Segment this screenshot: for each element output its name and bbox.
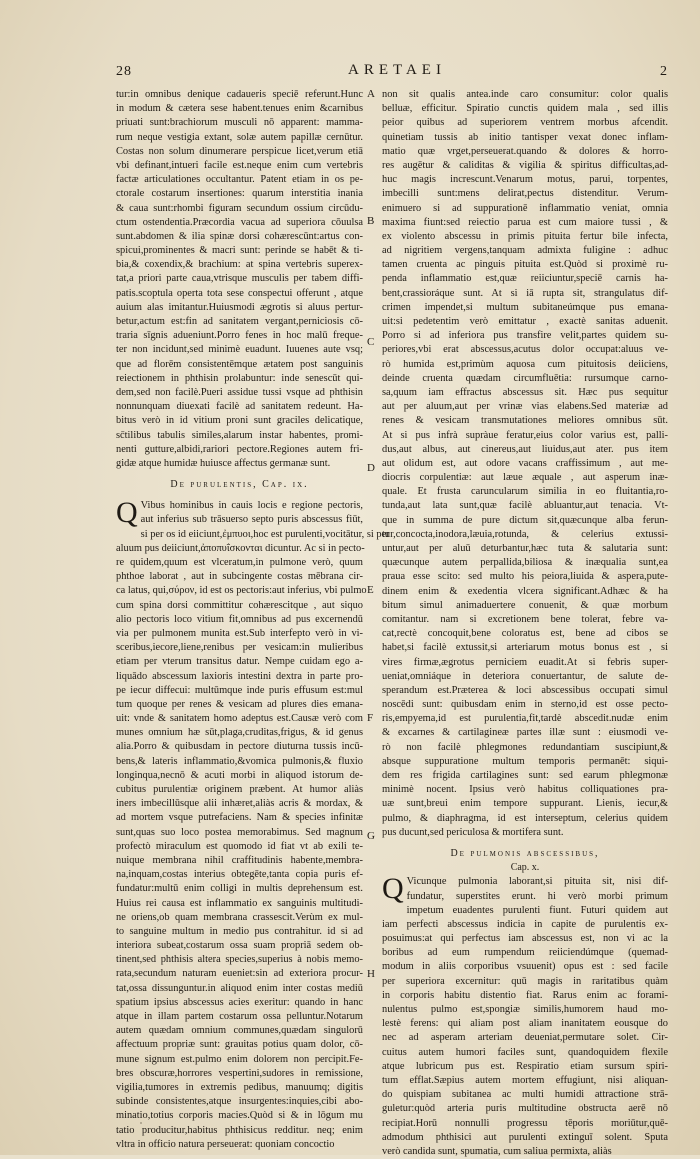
text-line: nonnunquam diuexati facilè ad sanitatem redeunt. Ha- bbox=[116, 401, 363, 413]
text-line: pe iecur diffecui: multūmque inde puris effusum est:mul bbox=[116, 684, 363, 696]
text-line: quale. Et frusta caruncularum similia in eo fluitantia,ro- bbox=[382, 486, 668, 498]
text-line: gidæ atque humidæ huiusce affectus germanæ sunt. bbox=[116, 457, 331, 469]
text-line: tinent,sed phthisis altera species,superius à nobis memo- bbox=[116, 954, 363, 966]
running-title: ARETAEI bbox=[348, 62, 446, 78]
text-line: non sit qualis antea.inde caro consumitur: color qualis bbox=[382, 89, 668, 100]
text-line: munes omnium hæ sūt,plaga,cruditas,frigus, & id genus bbox=[116, 727, 363, 739]
text-line: autem quædam omnium communes,quædam singulorū bbox=[116, 1025, 363, 1037]
text-line: ca latus, qui,σύρον, id est os pectoris:aut inferius, vbi pulmo bbox=[116, 585, 367, 597]
text-line: untur,aut per aluū deturbantur,hæc tuta & salutaria sunt: bbox=[382, 543, 668, 554]
text-line: Huius rei causa est inflammatio ex sanguinis multitudi- bbox=[116, 897, 363, 909]
text-line: atque in illam partem costarum ossa pelluntur.Notarum bbox=[116, 1011, 363, 1022]
text-line: spatium ipsius abscessus acies exeritur: quando in hanc bbox=[116, 996, 363, 1008]
text-line: huc magis increscunt.Venarum motus, parui, torpentes, bbox=[382, 174, 668, 186]
text-line: phthoe laborat , aut in subcingente costas mēbrana cir- bbox=[116, 571, 363, 583]
text-line: sceribus,iecore,liene,renibus per vesicam:in mulieribus bbox=[116, 642, 363, 654]
margin-letter: G bbox=[367, 830, 375, 842]
right-paragraph-2 bbox=[382, 872, 668, 1159]
text-line: mune signum est.pulmo enim dolorem non percipit.Fe- bbox=[116, 1053, 363, 1065]
text-line: alio pectoris loco vitium fit,omnibus ad pus excernendū bbox=[116, 613, 363, 625]
text-line: nuique membrana nihil craffitudinis habente,membra- bbox=[116, 854, 363, 866]
text-line: & excarnes & cartilagineæ partes illæ sunt : eiusmodi ve- bbox=[382, 727, 668, 739]
margin-letter: F bbox=[367, 712, 374, 724]
text-line: rò non facilè phlegmones redundantiam suscipiunt,& bbox=[382, 741, 668, 753]
text-line: dem res frigida cartilagines sunt: sed earum phlegmonæ bbox=[382, 770, 668, 781]
chapter-title-ix: De purulentis, Cap. ix. bbox=[170, 479, 309, 491]
text-line: Costas non solum dinumerare perspicue licet,verum etiā bbox=[116, 145, 363, 157]
text-line: sc̄tilibus tabulis similes,alarum instar habentes, promi- bbox=[116, 429, 363, 441]
text-line: reiectionem in phthisin prolabuntur: inde senescūt qui- bbox=[116, 372, 363, 384]
text-line: affectuum propriæ sunt: grauitas potius quam dolor, cō- bbox=[116, 1039, 363, 1051]
chapter-subtitle-x: Cap. x. bbox=[510, 862, 540, 874]
text-line: tur,concocta,inodora,læuia,rotunda, & celerius extussi- bbox=[382, 528, 668, 540]
text-line: bens,& lateris inflammatio,&vomica pulmonis,& fluxio bbox=[116, 755, 363, 767]
text-line: iam perfecti abscessus indicia in capite de purulentis ex- bbox=[382, 918, 668, 930]
text-line: vltra in officio natura perseuerat: quoniam concoctio bbox=[116, 1138, 335, 1150]
text-line: atque lubricum pus est. Respiratio etiam sursum spiri- bbox=[382, 1060, 668, 1072]
text-line: aut olidum est, aut odore vacans craffissimum , aut me- bbox=[382, 457, 668, 469]
text-line: factæ articulationes occultantur. Patent etiam in os pe- bbox=[116, 174, 363, 186]
margin-letter: B bbox=[367, 215, 375, 227]
text-line: lestè ferens: qui aliam post aliam inanitatem eousque do bbox=[382, 1018, 668, 1030]
text-line: ad mortem vsque putrefaciens. Nam & species infinitæ bbox=[116, 812, 363, 824]
text-line: bitus verò in id vitium proni sunt graciles delicatique, bbox=[116, 415, 363, 427]
text-line: ctum ostendentia.Præcordia vacua ad superiora cōuulsa bbox=[116, 216, 363, 228]
text-line: tum quoque per renes & vesicam ad plures dies emana- bbox=[116, 698, 363, 710]
text-line: vires firmæ,ægrotus perniciem euadit.At si febris super- bbox=[382, 656, 668, 668]
text-line: liquādo abscessum laxioris intestini dextra in parte pro- bbox=[116, 670, 363, 682]
text-line: traria sīgnis adueniunt.Porro fenes in hoc malū freque- bbox=[116, 330, 363, 342]
text-line: nulentus pulmo est,spongiæ similis,humorem haud mo- bbox=[382, 1004, 668, 1015]
text-line: uæ sunt,breui enim tempore suppurant. Lienis, iecur,& bbox=[382, 798, 668, 810]
text-line: deinde cruenta quædam circumfluētia: rursumque carno- bbox=[382, 372, 668, 384]
text-line: via per pulmonem munita est.Sub interfepto verò in vi- bbox=[116, 627, 363, 639]
text-line: cuitus autem humori faciles sunt, quandoquidem flexile bbox=[382, 1046, 668, 1058]
text-line: profectò miraculum est quomodo id fiat vt ab exili te- bbox=[116, 840, 363, 852]
text-line: cum spina dorsi committitur cohærescitque , aut siquo bbox=[116, 599, 363, 611]
text-line: Porro si ad inferiora pus transfire velit,partes quidem su- bbox=[382, 330, 668, 342]
text-line: in modum & cætera sese habent.tenues enim &carnibus bbox=[116, 103, 363, 115]
text-line: pulmo, & diaphragma, id est interseptum, celerius quidem bbox=[382, 812, 668, 824]
text-line: etiam per vterum transitus datur. Nempe cuidam ego a- bbox=[116, 656, 363, 668]
text-line: dem,sed non facilè.Pueri assidue tussi vsque ad phthisin bbox=[116, 386, 363, 398]
text-line: aluum pus deiiciunt,ἀποπυΐσκονται dicuntur. Ac si in pecto- bbox=[116, 542, 365, 554]
right-column bbox=[382, 88, 668, 1159]
text-line: peior quibus ad superiorem ventrem morbus afcendit. bbox=[382, 117, 668, 129]
text-line: minatio,totius corporis macies.Quòd si & in lōgum mu bbox=[116, 1110, 363, 1122]
text-line: que in summa de pure dictum sit,quæcunque alba ferun- bbox=[382, 514, 668, 526]
text-line: interiora subeat,costarum ossa suam propriā sedem ob- bbox=[116, 940, 363, 952]
text-line: sperandum est.Præterea & loci abscessibus occupati simul bbox=[382, 684, 668, 696]
text-line: periores,vbi erat abscessus,acutus dolor occupat:aluus ve- bbox=[382, 344, 668, 356]
text-line: patis.scoptula operta tota sese conspectui offerunt , atque bbox=[116, 287, 363, 299]
page-number-right: 2 bbox=[660, 64, 668, 79]
text-line: bia,& coxendix,& brachium: at spina vertebris superex- bbox=[116, 259, 363, 271]
text-line: ex violento abscessu in primis pituita fertur bile infecta, bbox=[382, 230, 668, 242]
text-line: imbecilli sunt:mens delirat,pectus distenditur. Verum- bbox=[382, 188, 668, 200]
drop-cap: Q bbox=[116, 496, 138, 530]
text-line: impetum euadentes purulenti fiunt. Futuri quidem aut bbox=[406, 904, 668, 916]
text-line: fundatur:multū enim colligi in multis deprehensum est. bbox=[116, 883, 363, 895]
text-line: matio quæ vrget,perseuerat.quando & dolores & horro- bbox=[382, 145, 668, 157]
text-line: to sanguine multum in medio pus contrahitur. id si ad bbox=[116, 925, 363, 937]
text-line: tatio producitur,habitus phthisicus redditur. neq; enim bbox=[116, 1124, 363, 1136]
text-line: vbi definant,intueri facile est.neque enim cum vertebris bbox=[116, 159, 363, 171]
text-line: pus ducunt,sed periculosa & mortifera sunt. bbox=[382, 826, 564, 838]
text-line: comitantur. nam si excretionem bene tolerat, febre va- bbox=[382, 613, 668, 625]
text-line: ris,empyema,id est purulentia,fit,tardè abscedit.nudæ enim bbox=[382, 713, 668, 725]
text-line: priuati sunt:brachiorum musculi nō apparent: mamma- bbox=[116, 117, 363, 129]
text-line: sunt.abdomen & ilia spinæ dorsi cohærescūnt:artus con- bbox=[116, 230, 363, 242]
text-line: ter non incidunt,sed minimè euadunt. Iuuenes aute vsq; bbox=[116, 344, 363, 356]
text-line: tat,a priori parte caua,vtrisque musculis per tabem diffi- bbox=[116, 273, 363, 285]
margin-letter: E bbox=[367, 584, 374, 596]
text-line: nenti gutture,albidi,rariori pectore.Regiones autem fri- bbox=[116, 443, 363, 455]
page-number-left: 28 bbox=[116, 64, 132, 79]
text-line: quinetiam tussis ab initio tantisper vexat donec inflam- bbox=[382, 131, 668, 143]
text-line: ctorale costarum insertiones: quarum interstitia inania bbox=[116, 188, 363, 200]
text-line: sa,quum iam effractus abscessus sit. Hæc pus sequitur bbox=[382, 386, 668, 398]
text-line: recipiat.Horū nonnulli progressu tēporis moriūtur,quē- bbox=[382, 1117, 668, 1129]
text-line: rò humida est,primùm aquosa cum pituitosis deiiciens, bbox=[382, 358, 668, 370]
text-line: cubitus purulentiæ originem præbent. At humor aliàs bbox=[116, 784, 363, 795]
left-paragraph-1 bbox=[116, 88, 363, 471]
text-line: Vibus hominibus in cauis locis e regione pectoris, bbox=[140, 500, 363, 512]
text-line: auium alas imitantur.Huiusmodi ægrotis si aluus pertur- bbox=[116, 301, 363, 313]
text-line: alia.Porro & quibusdam in pectore diuturna tussis incū- bbox=[116, 741, 363, 753]
text-line: na,inquam,costas interius obtegēte,tanta copia puris ef- bbox=[116, 869, 363, 881]
text-line: posuimus:at qui perfectus iam abscessus est, non vi ac la bbox=[382, 933, 668, 945]
text-line: verò candida sunt, spumatia, cum saliua permixta, aliàs bbox=[382, 1145, 612, 1157]
text-line: quæcunque autem perpallida,biliosa & inæqualia sunt,ea bbox=[382, 557, 668, 569]
text-line: iners imbecillūsque alii inhæret,aliàs acris & mordax, & bbox=[116, 798, 363, 810]
text-line: & caua sunt:rhombi figuram secundum ossium circūdu- bbox=[116, 202, 363, 214]
text-line: uit: vnde & sanitatem homo adeptus est.Causæ verò com bbox=[116, 713, 363, 725]
margin-letter: H bbox=[367, 968, 375, 980]
text-line: penda inflammatio est,quæ reiiciuntur,speciē carnis ha- bbox=[382, 273, 668, 285]
text-line: bent,crassioráque sunt. At si iā rupta sit, strangulatus dif- bbox=[382, 287, 668, 299]
text-line: tum efflat.Sæpius autem mortem effugiunt, nisi aliquan- bbox=[382, 1074, 668, 1086]
text-line: absque suppuratione multum temporis permanēt: siqui- bbox=[382, 755, 668, 767]
text-line: At si pus infrà supràue feratur,eius color varius est, palli- bbox=[382, 429, 668, 441]
text-line: bres obscuræ,horrores vespertini,sudores in remissione, bbox=[116, 1067, 363, 1079]
text-line: minimè nocent. Ipsius verò habitus colliquationes pra- bbox=[382, 784, 668, 796]
text-line: subinde consistentes,atque insurgentes:inquies,cibi abo- bbox=[116, 1096, 363, 1108]
text-line: sunt,quas suo loco postea memorabimus. Sed magnum bbox=[116, 826, 363, 838]
text-line: habet,si facilè extussit,si arteriarum motus bonus est , si bbox=[382, 642, 668, 654]
text-line: dus,aut albus, aut cinereus,aut liuidus,aut ater. pus item bbox=[382, 443, 668, 455]
text-line: praua esse scito: sed multo his peiora,liuida & aspera,pute- bbox=[382, 571, 668, 583]
text-line: nec ad asperam arteriam deueniat,permutare solet. Cir- bbox=[382, 1032, 668, 1044]
text-line: in corporis habitu distentio fiat. Rarus enim ac forami- bbox=[382, 989, 668, 1001]
text-line: tunda,aut lata sunt,quæ facilè abluantur,aut tenacia. Vt- bbox=[382, 500, 668, 512]
text-line: tamen cruenta ac pinguis pituita est.Quòd si proximè ru- bbox=[382, 259, 668, 271]
drop-cap: Q bbox=[382, 872, 404, 906]
chapter-title-x: De pulmonis abscessibus, bbox=[450, 847, 600, 859]
margin-letter: D bbox=[367, 462, 375, 474]
text-line: uit:si pedetentim verò emittatur , exactè sanitas aduenit. bbox=[382, 316, 668, 327]
text-line: dinem enim & exedentia vlcera significant.Adhæc & ha bbox=[382, 585, 668, 597]
text-line: rum neque vestigia extant, solæ autem papillæ cernūtur. bbox=[116, 131, 363, 143]
text-line: do quispiam subitanea ac multi humidi attractione strā- bbox=[382, 1089, 668, 1101]
text-line: ueniat,omniáque in deteriora conuertantur, de salute de- bbox=[382, 670, 668, 682]
text-line: crimen impendet,si multum subitaneúmque pus emana- bbox=[382, 301, 668, 313]
text-line: res augētur & caliditas & vigilia & spiritus difficultas,ad- bbox=[382, 159, 668, 171]
text-line: admodum phthisici aut purulenti extinguī solent. Sputa bbox=[382, 1131, 668, 1143]
text-line: re quidem,quum est vlceratum,in pulmone verò, quum bbox=[116, 557, 363, 568]
text-line: aut per aluum,aut per vrinæ vias elabens.Sed materiæ ad bbox=[382, 401, 668, 413]
paper-spot bbox=[140, 1122, 142, 1124]
margin-letter: C bbox=[367, 336, 375, 348]
text-line: si per os id eiiciunt,ἐμπυοι,hoc est purulenti,vocitātur, si per bbox=[140, 528, 390, 540]
text-line: betur,actum est:fin ad sanitatem vergant,perniciosis cō- bbox=[116, 316, 363, 327]
text-line: Vicunque pulmonia laborant,si pituita sit, nisi dif- bbox=[406, 876, 668, 888]
text-line: renes & vesicam transmutationes meliores omnibus sūt. bbox=[382, 415, 668, 427]
text-line: fundatur, superstites erunt. hi verò morbi primum bbox=[406, 890, 668, 902]
text-line: rata,secundum naturam eueniet:sin ad exteriora procur- bbox=[116, 968, 363, 980]
text-line: per superiora excernitur: quū magis in raritatibus quàm bbox=[382, 975, 668, 987]
text-line: longinqua,necnō & acuti morbi in aliquod istorum de- bbox=[116, 769, 363, 781]
text-line: aut inferius sub trāsuerso septo puris abscessus fiūt, bbox=[140, 514, 363, 526]
margin-letter: A bbox=[367, 88, 375, 100]
text-line: noscēdi sunt: quibusdam enim in sterno,id est osse pecto- bbox=[382, 699, 668, 711]
text-line: vigilia,tumores in extremis pedibus, manuumq; digitis bbox=[116, 1081, 363, 1093]
text-line: cat,rectè concoquit,bene coloratus est, bene ad cibos se bbox=[382, 628, 668, 640]
left-column bbox=[116, 88, 390, 1152]
text-line: spicui,prominentes & macri sunt: perinde se habēt & ti- bbox=[116, 245, 363, 257]
text-line: bitum simul animaduertere conuenit, & quæ morbum bbox=[382, 599, 668, 611]
text-line: belluæ, efficitur. Spiratio cunctis quidem mala , sed illis bbox=[382, 103, 668, 115]
text-line: modum in aliis corporibus vsuuenit) opus est : sed facile bbox=[382, 961, 668, 973]
text-line: que ad florēm consistentēmque ætatem post sanguinis bbox=[116, 358, 363, 370]
text-line: tat,ossa dissunguntur.in aliquod enim inter costas mediū bbox=[116, 982, 363, 994]
text-line: diocris corpulentiæ: aut læue æquale , aut asperum inæ- bbox=[382, 472, 668, 484]
text-line: ad nigritiem vergens,tanquam admixta fuligine : adhuc bbox=[382, 245, 668, 257]
text-line: boribus ad eum rumpendum reiiciendúmque (quemad- bbox=[382, 947, 668, 959]
text-line: enimuero si ad suppurationē inflammatio veniat, omnia bbox=[382, 202, 668, 214]
text-line: ne oriens,ob quam membrana crassescit.Verùm ex mul- bbox=[116, 911, 363, 923]
page-header bbox=[116, 62, 678, 84]
left-paragraph-2 bbox=[116, 496, 390, 1152]
right-paragraph-1 bbox=[382, 88, 668, 840]
text-line: guletur:quòd arteria puris multitudine obstructa aerē nō bbox=[382, 1103, 668, 1115]
text-line: tur:in omnibus denique cadaueris speciē referunt.Hunc bbox=[116, 89, 363, 100]
text-line: maxima fiunt:sed reiectio parua est cum maiore tussi , & bbox=[382, 216, 668, 228]
